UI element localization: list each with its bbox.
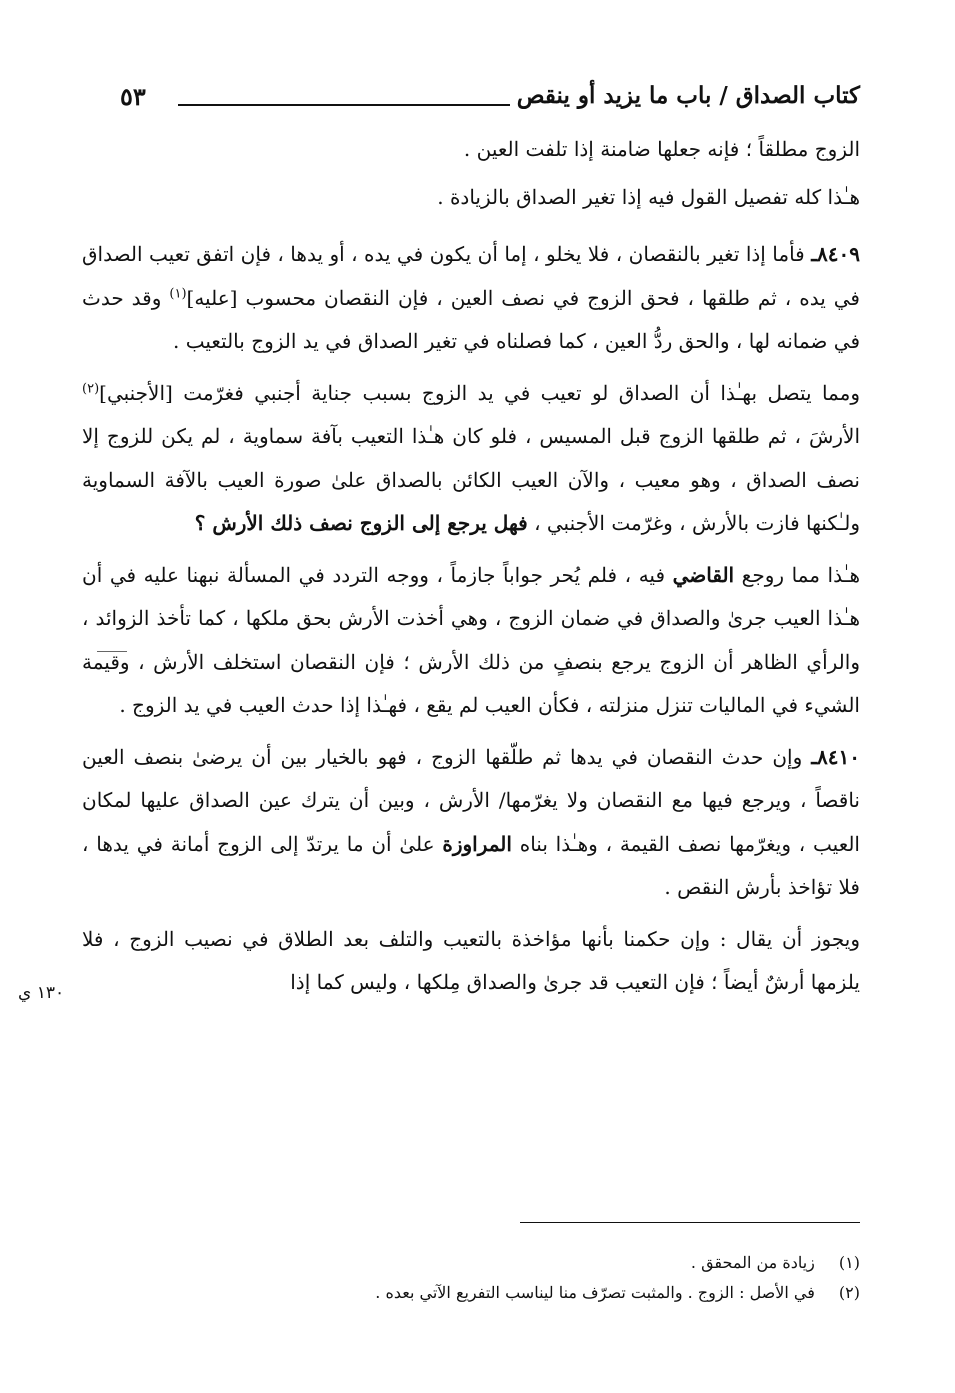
paragraph-text: هـٰذا كله تفصيل القول فيه إذا تغير الصداق بالزيادة . — [437, 184, 860, 209]
paragraph-1 — [82, 128, 860, 172]
section-number: ٨٤٠٩ـ — [811, 242, 861, 266]
paragraph-text: الزوج مطلقاً ؛ فإنه جعلها ضامنة إذا تلفت العين . — [463, 137, 860, 161]
paragraph-text: علىٰ أن ما يرتدّ إلى الزوج أمانة في يدها ، فلا تؤاخذ بأرش النقص . — [82, 831, 860, 899]
header-rule — [178, 104, 510, 106]
margin-note: ١٣٠ ي — [18, 983, 65, 1003]
footnote-text: زيادة من المحقق . — [690, 1253, 815, 1272]
body-text — [82, 128, 860, 1005]
scholar-name: القاضي — [672, 562, 735, 587]
paragraph-8410 — [82, 736, 860, 910]
page-number: ٥٣ — [120, 82, 146, 111]
footnote-rule — [520, 1222, 860, 1223]
paragraph-text: وقد حدث في ضمانه لها ، والحق ردُّ العين ، كما فصلناه في تغير الصداق في يد الزوج بالتعيب . — [82, 285, 860, 353]
footnote-1 — [82, 1248, 860, 1278]
footnote-number: (٢) — [838, 1283, 860, 1302]
paragraph-text: هـٰذا مما روجع — [734, 562, 860, 587]
separator-mark — [97, 651, 127, 652]
footnote-reference: (١) — [169, 285, 187, 301]
paragraph-text: الأرشَ ، ثم طلقها الزوج قبل المسيس ، فلو كان هـٰذا التعيب بآفة سماوية ، لم يكن للزوج إلا نصف الصداق ، وهو معيب ، والآن العيب الكائن بالصداق علىٰ صورة العيب بالآفة السماوية ولـٰكنها فازت بالأرش ، وغرّمت الأجنبي ، — [82, 424, 860, 535]
paragraph-2 — [82, 176, 860, 220]
paragraph-8409 — [82, 233, 860, 364]
paragraph-qadi — [82, 554, 860, 728]
page-header — [120, 82, 860, 122]
paragraph-text: فأما إذا تغير بالنقصان ، فلا يخلو ، إما أن يكون في يده ، أو يدها ، فإن اتفق تعيب الصداق في يده ، ثم طلقها ، فحق الزوج في نصف العين ، فإن النقصان محسوب [عليه] — [82, 242, 860, 310]
scholar-name: المراوزة — [442, 831, 512, 856]
paragraph-text: وإن حدث النقصان في يدها ثم طلّقها الزوج ، فهو بالخيار بين أن يرضىٰ بنصف العين ناقصاً ، ويرجع فيها مع النقصان ولا يغرّمها/ الأرش ، وبين أن يترك عين الصداق عليها لمكان العيب ، ويغرّمها نصف القيمة ، وهـٰذا بناه — [82, 744, 860, 856]
footnote-reference: (٢) — [82, 380, 100, 396]
running-title: كتاب الصداق / باب ما يزيد أو ينقص — [516, 82, 860, 109]
paragraph-text: ويجوز أن يقال : وإن حكمنا بأنها مؤاخذة بالتعيب والتلف بعد الطلاق في نصيب الزوج ، فلا يلزمها أرشٌ أيضاً ؛ فإن التعيب قد جرىٰ والصداق مِلكها ، وليس كما إذا — [82, 926, 860, 994]
footnote-text: في الأصل : الزوج . والمثبت تصرّف منا ليناسب التفريع الآتي بعده . — [375, 1283, 815, 1302]
paragraph-last — [82, 918, 860, 1005]
footnote-number: (١) — [838, 1253, 860, 1272]
paragraph-text: فيه ، فلم يُحر جواباً جازماً ، ووجه التردد في المسألة نبهنا عليه في أن هـٰذا العيب جرىٰ والصداق في ضمان الزوج ، وهي أخذت الأرش بحق ملكها ، كما تأخذ الزوائد ، والرأي الظاهر أن الزوج يرجع بنصفٍ من ذلك الأرش ؛ فإن النقصان استخلف الأرش ، وقيمة الشيء في الماليات تنزل منزلته ، فكأن العيب لم يقع ، فهـٰذا إذا حدث العيب في يد الزوج . — [82, 562, 860, 717]
footnotes — [82, 1248, 860, 1308]
paragraph-text: ومما يتصل بهـٰذا أن الصداق لو تعيب في يد الزوج بسبب جناية أجنبي فغرّمت [الأجنبي] — [99, 380, 860, 405]
footnote-2 — [82, 1278, 860, 1308]
section-number: ٨٤١٠ـ — [811, 744, 861, 769]
paragraph-damage-by-stranger — [82, 372, 860, 546]
question-text: فهل يرجع إلى الزوج نصف ذلك الأرش ؟ — [194, 511, 528, 535]
